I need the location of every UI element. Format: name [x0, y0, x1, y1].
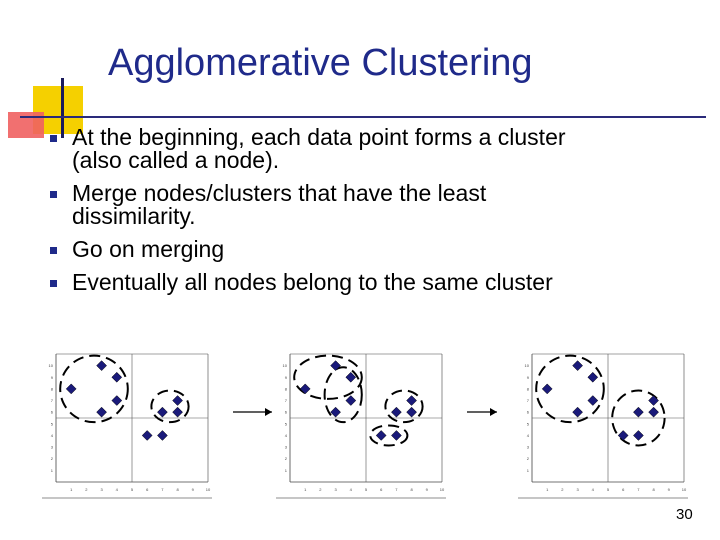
data-point: [573, 361, 583, 371]
panel-y-tick: 4: [526, 432, 529, 438]
panel-y-tick: 8: [284, 386, 287, 392]
panel-x-tick: 2: [319, 487, 322, 492]
data-point: [407, 407, 417, 417]
data-point: [300, 384, 310, 394]
data-point: [649, 407, 659, 417]
cluster-boundary: [385, 391, 422, 423]
panel-y-tick: 3: [526, 444, 529, 450]
panel-y-tick: 2: [50, 456, 53, 462]
panel-x-tick: 10: [681, 487, 687, 492]
panel-y-tick: 1: [284, 467, 287, 473]
data-point: [173, 396, 183, 406]
slide-number: 30: [676, 506, 693, 523]
data-point: [346, 396, 356, 406]
panel-x-tick: 9: [191, 487, 194, 492]
panel-x-tick: 5: [130, 487, 134, 492]
data-point: [112, 396, 122, 406]
data-point: [618, 430, 628, 440]
panel-x-tick: 3: [334, 487, 337, 492]
panel-x-tick: 7: [395, 487, 398, 492]
panel-y-tick: 3: [50, 444, 53, 450]
panel-y-tick: 4: [284, 432, 287, 438]
data-point: [542, 384, 552, 394]
panel-y-tick: 2: [284, 456, 287, 462]
data-point: [331, 361, 341, 371]
bullet-line: dissimilarity.: [72, 203, 196, 229]
slide-title: Agglomerative Clustering: [108, 42, 533, 84]
bullet-marker-icon: [50, 135, 57, 142]
data-point: [588, 396, 598, 406]
bullet-line: Eventually all nodes belong to the same cluster: [72, 269, 553, 295]
data-point: [573, 407, 583, 417]
panel-x-tick: 5: [364, 487, 368, 492]
panel-x-tick: 1: [546, 487, 549, 492]
panel-y-tick: 1: [50, 467, 53, 473]
bullet-list: [50, 126, 710, 304]
accent-horizontal-line: [20, 116, 706, 118]
data-point: [66, 384, 76, 394]
panel-x-tick: 2: [85, 487, 88, 492]
data-point: [157, 430, 167, 440]
data-point: [588, 372, 598, 382]
bullet-item: [50, 238, 710, 261]
data-point: [157, 407, 167, 417]
panel-y-tick: 8: [50, 386, 53, 392]
panel-x-tick: 5: [606, 487, 610, 492]
bullet-line: Merge nodes/clusters that have the least: [72, 180, 487, 206]
bullet-marker-icon: [50, 280, 57, 287]
right-arrow-head-icon: [265, 408, 272, 416]
panel-x-tick: 6: [380, 487, 383, 492]
data-point: [391, 430, 401, 440]
panel-y-tick: 10: [524, 363, 529, 369]
panel-x-tick: 10: [439, 487, 445, 492]
panel-y-tick: 9: [284, 374, 287, 380]
panel-y-tick: 6: [50, 409, 53, 415]
data-point: [649, 396, 659, 406]
panel-x-tick: 7: [637, 487, 640, 492]
panel-x-tick: 4: [115, 487, 118, 492]
panel-x-tick: 1: [70, 487, 73, 492]
data-point: [173, 407, 183, 417]
panel-y-tick: 2: [526, 456, 529, 462]
data-point: [142, 430, 152, 440]
panel-x-tick: 4: [349, 487, 352, 492]
panel-x-tick: 3: [576, 487, 579, 492]
panel-x-tick: 8: [652, 487, 655, 492]
panel-y-tick: 5: [284, 421, 287, 427]
panel-x-tick: 6: [622, 487, 625, 492]
cluster-boundary: [151, 391, 188, 423]
cluster-boundary: [370, 425, 407, 445]
panel-x-tick: 7: [161, 487, 164, 492]
data-point: [331, 407, 341, 417]
panel-x-tick: 8: [176, 487, 179, 492]
data-point: [112, 372, 122, 382]
panel-y-tick: 9: [526, 374, 529, 380]
panel-y-tick: 1: [526, 467, 529, 473]
data-point: [97, 361, 107, 371]
clustering-illustration: [0, 340, 720, 510]
data-point: [633, 430, 643, 440]
bullet-marker-icon: [50, 191, 57, 198]
panel-x-tick: 4: [591, 487, 594, 492]
panel-y-tick: 8: [526, 386, 529, 392]
panel-y-tick: 9: [50, 374, 53, 380]
panel-y-tick: 7: [50, 398, 53, 404]
right-arrow-head-icon: [490, 408, 497, 416]
panel-x-tick: 9: [667, 487, 670, 492]
data-point: [407, 396, 417, 406]
panel-y-tick: 5: [526, 421, 529, 427]
panel-y-tick: 10: [48, 363, 53, 369]
data-point: [97, 407, 107, 417]
panel-x-tick: 2: [561, 487, 564, 492]
data-point: [633, 407, 643, 417]
bullet-line: At the beginning, each data point forms a cluster: [72, 124, 566, 150]
panel-x-tick: 8: [410, 487, 413, 492]
panel-x-tick: 1: [304, 487, 307, 492]
panel-y-tick: 4: [50, 432, 53, 438]
panel-y-tick: 10: [282, 363, 287, 369]
panel-y-tick: 7: [526, 398, 529, 404]
panel-x-tick: 6: [146, 487, 149, 492]
bullet-item: [50, 126, 710, 172]
panel-y-tick: 6: [284, 409, 287, 415]
bullet-item: [50, 271, 710, 294]
bullet-line: Go on merging: [72, 236, 225, 262]
data-point: [376, 430, 386, 440]
panel-y-tick: 6: [526, 409, 529, 415]
bullet-marker-icon: [50, 247, 57, 254]
panel-x-tick: 3: [100, 487, 103, 492]
bullet-item: [50, 182, 710, 228]
cluster-boundary: [325, 367, 362, 422]
panel-y-tick: 3: [284, 444, 287, 450]
panel-x-tick: 10: [205, 487, 211, 492]
bullet-line: (also called a node).: [72, 147, 280, 173]
panel-y-tick: 5: [50, 421, 53, 427]
panel-y-tick: 7: [284, 398, 287, 404]
data-point: [391, 407, 401, 417]
panel-x-tick: 9: [425, 487, 428, 492]
